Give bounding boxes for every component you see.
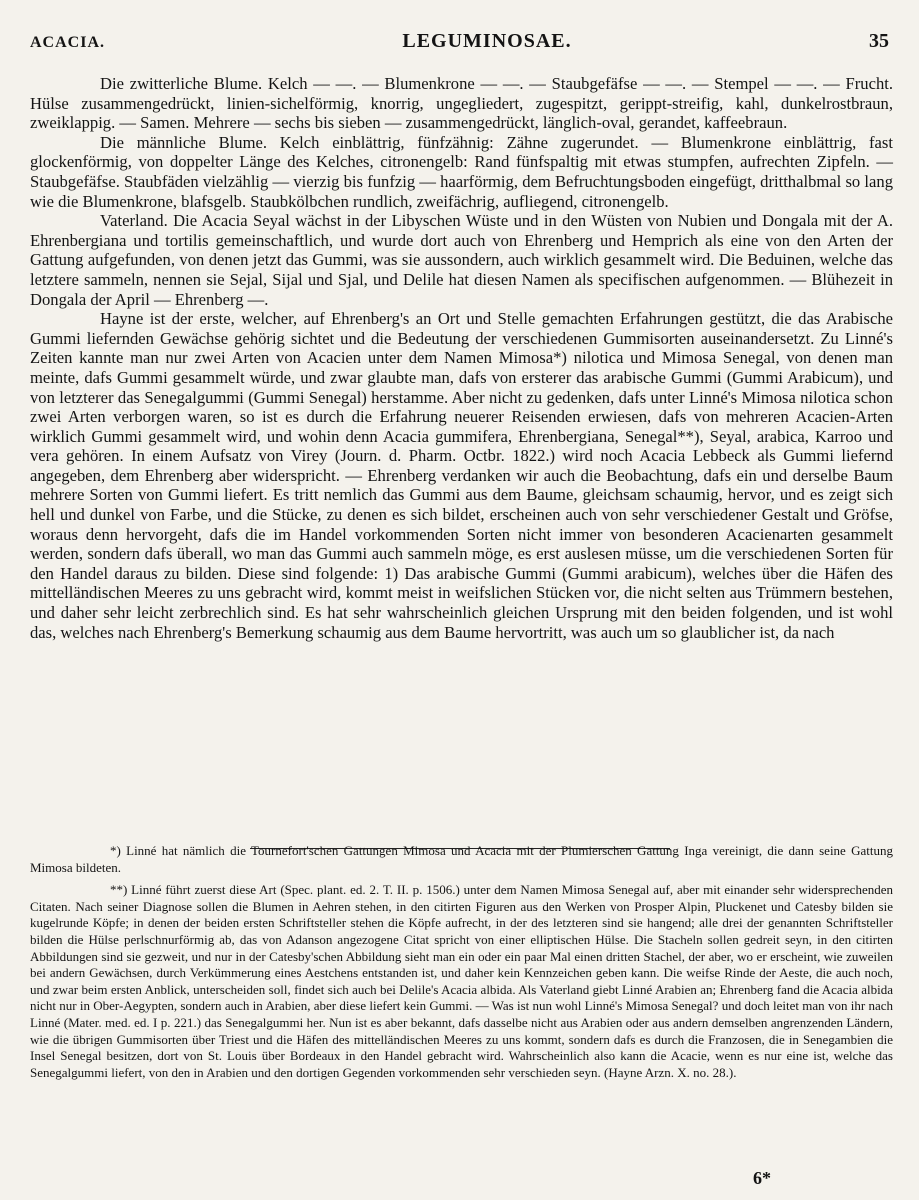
footnote-2: **) Linné führt zuerst diese Art (Spec. plant. ed. 2. T. II. p. 1506.) unter dem Namen Mimosa Senegal auf, aber mit einander sehr widersprechenden Citaten. Nach seiner Diagnose sollen die Blumen in Aehren stehen, in den citirten Figuren aus den Werken von Prosper Alpin, Pluckenet und Catesby bilden sie kugelrunde Köpfe; in denen der beiden ersten Schriftsteller stehen die Köpfe aufrecht, in der des letzteren sind sie hangend; alle drei der genannten Schriftsteller bilden die Hülse perlschnurförmig ab, das von Adanson angezogene Citat spricht von einer elliptischen Hülse. Die Stacheln sollen gedreit seyn, in den citirten Abbildungen sind sie gezweit, und nur in der Catesby'schen Abbildung sieht man ein oder ein paar Mal einen dritten Stachel, der aber, wo er erscheint, wie zuweilen bei andern Gewächsen, durch Verkümmerung eines Aestchens entstanden ist, und daher kein Kennzeichen geben kann. Die weifse Rinde der Aeste, die auch noch, und zwar beim ersten Anblick, unterscheiden soll, findet sich auch bei Delile's Acacia albida. Als Vaterland giebt Linné Arabien an; Ehrenberg fand die Acacia albida nicht nur in Ober-Aegypten, sondern auch in Arabien, aber diese liefert kein Gummi. — Was ist nun wohl Linné's Mimosa Senegal? und doch leitet man von ihr nach Linné (Mater. med. ed. I p. 221.) das Senegalgummi her. Nun ist es aber bekannt, dafs dasselbe nicht aus Arabien oder aus andern demselben angrenzenden Ländern, wie die übrigen Gummisorten über Triest und die Häfen des mittelländischen Meeres zu uns kommt, sondern dafs es durch die Franzosen, die in Senegambien die Insel Senegal besitzen, dort von St. Louis über Bordeaux in den Handel gebracht wird. Wahrscheinlich also kann die Acacie, wenn es nur eine ist, welche das Senegalgummi liefert, von den in Arabien und den dortigen Gegenden vorkommenden sehr verschieden seyn. (Hayne Arzn. X. no. 28.). (30, 882, 893, 1080)
paragraph-hayne-gum-sorts: Hayne ist der erste, welcher, auf Ehrenberg's an Ort und Stelle gemachten Erfahrungen gestützt, die das Arabische Gummi liefernden Gewächse gehörig sichtet und die Bedeutung der verschiedenen Gummisorten auseinandersetzt. Zu Linné's Zeiten kannte man nur zwei Arten von Acacien unter dem Namen Mimosa*) nilotica und Mimosa Senegal, von denen man meinte, dafs Gummi gesammelt würde, und zwar glaubte man, dafs von ersterer das arabische Gummi (Gummi Arabicum), und von letzterer das Senegalgummi (Gummi Senegal) herstamme. Aber nicht zu gedenken, dafs unter Linné's Mimosa nilotica schon zwei Arten verborgen waren, so ist es durch die Erfahrung neuerer Reisenden erwiesen, dafs von mehreren Acacien-Arten wirklich Gummi gesammelt wird, und wohin denn Acacia gummifera, Ehrenbergiana, Senegal**), Seyal, arabica, Karroo und vera gehören. In einem Aufsatz von Virey (Journ. d. Pharm. Octbr. 1822.) wird noch Acacia Lebbeck als Gummi liefernd angegeben, dem Ehrenberg aber widerspricht. — Ehrenberg verdanken wir auch die Beobachtung, dafs ein und derselbe Baum mehrere Sorten von Gummi liefert. Es tritt nemlich das Gummi aus dem Baume, gleichsam schaumig, hervor, und es zeigt sich hell und dunkel von Farbe, und die Stücke, zu denen es sich bildet, erscheinen auch von sehr verschiedener Gestalt und Gröfse, woraus denn hervorgeht, dafs die im Handel vorkommenden Sorten nicht immer von besonderen Acacienarten gesammelt werden, sondern dafs überall, wo man das Gummi auch sammeln möge, es erst auslesen müsse, um die verschiedenen Sorten für den Handel daraus zu bilden. Diese sind folgende: 1) Das arabische Gummi (Gummi arabicum), welches über die Häfen des mittelländischen Meeres zu uns gebracht wird, kommt meist in weifslichen Stücken vor, die nicht selten aus Trümmern bestehen, und daher sehr leicht zerbrechlich sind. Es hat sehr wahrscheinlich gleichen Ursprung mit den beiden folgenden, und ist wohl das, welches nach Ehrenberg's Bemerkung schaumig aus dem Baume hervortritt, was auch um so glaublicher ist, da nach (30, 309, 893, 642)
main-text (30, 74, 893, 642)
footnote-1: *) Linné hat nämlich die Tournefort'schen Gattungen Mimosa und Acacia mit der Plumierschen Gattung Inga vereinigt, die dann seine Gattung Mimosa bildeten. (30, 843, 893, 875)
paragraph-hermaphrodite-flower: Die zwitterliche Blume. Kelch — —. — Blumenkrone — —. — Staubgefäfse — —. — Stempel — —. — Frucht. Hülse zusammengedrückt, linien-sichelförmig, knorrig, ungegliedert, zugespitzt, gerippt-streifig, kahl, dunkelrostbraun, zweiklappig. — Samen. Mehrere — sechs bis sieben — zusammengedrückt, länglich-oval, gerandet, kaffeebraun. (30, 74, 893, 133)
paragraph-male-flower: Die männliche Blume. Kelch einblättrig, fünfzähnig: Zähne zugerundet. — Blumenkrone einblättrig, fast glockenförmig, von doppelter Länge des Kelches, citronengelb: Rand fünfspaltig mit etwas stumpfen, aufrechten Zipfeln. — Staubgefäfse. Staubfäden vielzählig — vierzig bis funfzig — haarförmig, dem Befruchtungsboden eingefügt, dritthalbmal so lang wie die Blumenkrone, blafsgelb. Staubkölbchen rundlich, zweifächrig, aufliegend, citronengelb. (30, 132, 893, 211)
signature-mark: 6* (753, 1168, 771, 1188)
footnotes (30, 843, 893, 1081)
paragraph-native-range: Vaterland. Die Acacia Seyal wächst in der Libyschen Wüste und in den Wüsten von Nubien und Dongala mit der A. Ehrenbergiana und tortilis gemeinschaftlich, und wurde dort auch von Ehrenberg und Hemprich als eine von den Arten der Gattung aufgefunden, von denen jetzt das Gummi, was sie aussondern, auch wirklich gesammelt wird. Die Beduinen, welche das letztere sammeln, nennen sie Sejal, Sijal und Sjal, und Delile hat diesen Namen als specifischen aufgenommen. — Blühezeit in Dongala der April — Ehrenberg —. (30, 211, 893, 309)
page-number: 35 (869, 30, 889, 52)
running-header (30, 30, 889, 56)
header-genus: ACACIA. (30, 34, 105, 51)
header-family: LEGUMINOSAE. (402, 30, 572, 52)
